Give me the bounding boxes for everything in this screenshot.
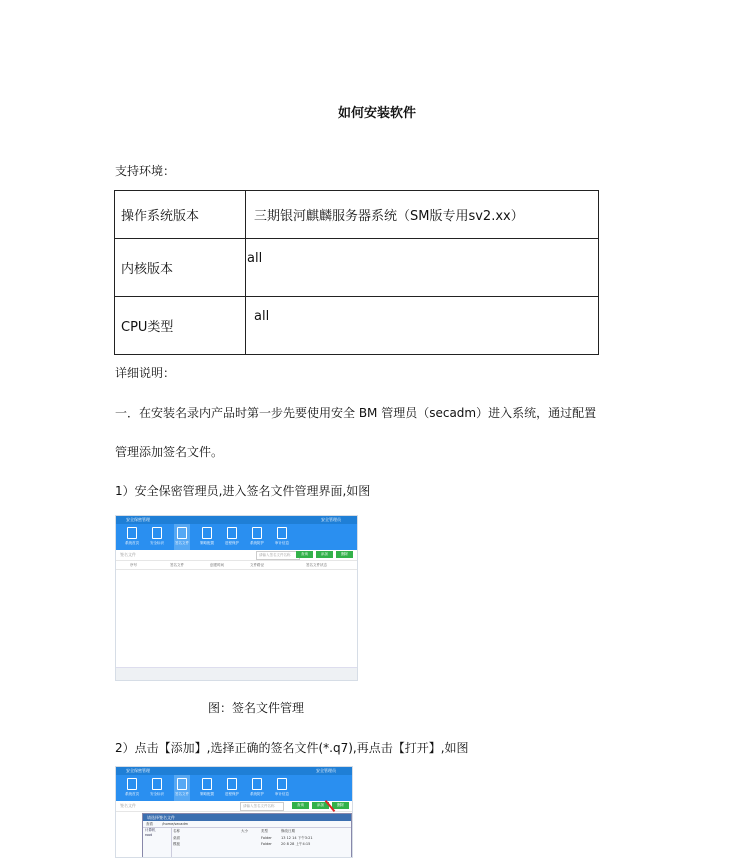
toolbar-signature[interactable] [174, 775, 190, 801]
column-header: 类型 [261, 829, 268, 833]
toolbar-label: 进程保护 [225, 792, 239, 796]
column-header: 大小 [241, 829, 248, 833]
search-input[interactable]: 请输入签名文件名称 [240, 802, 284, 811]
column-header: 名称 [173, 829, 180, 833]
figure1-caption: 图：签名文件管理 [208, 701, 305, 715]
file-name: 桌面 [173, 836, 180, 840]
toolbar-label: 策略配置 [200, 541, 214, 545]
toolbar-label: 审计信息 [275, 541, 289, 545]
detail-label: 详细说明： [115, 366, 176, 380]
app-user: 安全管理员 [316, 768, 336, 773]
toolbar-process[interactable] [224, 775, 240, 801]
toolbar-security-label[interactable] [149, 524, 165, 550]
support-env-label: 支持环境： [115, 164, 176, 178]
file-open-dialog [142, 813, 352, 858]
dialog-path-row [143, 821, 351, 828]
query-button[interactable]: 查询 [296, 551, 313, 558]
screenshot-add-signature-dialog [115, 766, 353, 858]
home-icon [127, 527, 137, 539]
toolbar-signature[interactable] [174, 524, 190, 550]
process-icon [227, 527, 237, 539]
app-titlebar [116, 516, 357, 524]
table-cell-key: CPU类型 [115, 297, 246, 355]
policy-icon [202, 527, 212, 539]
document-icon [152, 527, 162, 539]
toolbar-label: 审计信息 [275, 792, 289, 796]
column-header: 签名文件 [170, 563, 184, 567]
delete-button[interactable]: 删除 [336, 551, 353, 558]
sidebar-item[interactable]: 计算机 [145, 828, 156, 832]
toolbar-protect[interactable] [249, 524, 265, 550]
search-input[interactable]: 请输入签名文件名称 [256, 551, 300, 560]
toolbar-protect[interactable] [249, 775, 265, 801]
column-header: 序号 [130, 563, 137, 567]
column-header: 文件路径 [250, 563, 264, 567]
home-icon [127, 778, 137, 790]
monitor-icon [252, 778, 262, 790]
table-row [115, 239, 599, 297]
file-type: Folder [261, 842, 272, 846]
add-button[interactable]: 添加 [312, 802, 329, 809]
step2-sub-text: 2）点击【添加】,选择正确的签名文件(*.q7),再点击【打开】,如图 [115, 741, 469, 755]
document-icon [152, 778, 162, 790]
toolbar-home[interactable] [124, 775, 140, 801]
file-type: Folder [261, 836, 272, 840]
status-bar [116, 667, 357, 680]
audit-icon [277, 778, 287, 790]
table-cell-value: all [246, 239, 599, 297]
table-cell-value: 三期银河麒麟服务器系统（SM版专用sv2.xx） [246, 191, 599, 239]
toolbar-label: 系统首页 [125, 541, 139, 545]
path-label: 查看 [146, 822, 153, 826]
toolbar-process[interactable] [224, 524, 240, 550]
column-header: 创建时间 [210, 563, 224, 567]
toolbar-policy[interactable] [199, 775, 215, 801]
table-cell-value: all [246, 297, 599, 355]
screenshot-signature-manager [115, 515, 358, 681]
process-icon [227, 778, 237, 790]
step1-sub-text: 1）安全保密管理员,进入签名文件管理界面,如图 [115, 484, 371, 498]
table-header [116, 561, 357, 570]
column-header: 修改日期 [281, 829, 295, 833]
toolbar-label: 安全标识 [150, 541, 164, 545]
toolbar-label: 安全标识 [150, 792, 164, 796]
toolbar-label: 系统首页 [125, 792, 139, 796]
file-name: 模板 [173, 842, 180, 846]
file-date: 13 12 14 下午3:21 [281, 836, 313, 840]
app-title: 安全保密管理 [126, 517, 150, 522]
file-date: 20 8 28 上午4:15 [281, 842, 311, 846]
search-label: 签名文件 [120, 803, 136, 808]
document-title: 如何安装软件 [337, 106, 416, 121]
toolbar-audit[interactable] [274, 524, 290, 550]
table-cell-key: 内核版本 [115, 239, 246, 297]
signature-icon [177, 527, 187, 539]
toolbar-audit[interactable] [274, 775, 290, 801]
query-button[interactable]: 查询 [292, 802, 309, 809]
environment-table [114, 190, 599, 355]
toolbar-label: 签名文件 [175, 792, 189, 796]
step1-text-line1: 一．在安装名录内产品时第一步先要使用安全 BM 管理员（secadm）进入系统，通过配置 [115, 406, 597, 420]
file-row[interactable] [171, 836, 349, 841]
table-row [115, 191, 599, 239]
step1-text-line2: 管理添加签名文件。 [115, 445, 224, 459]
app-user: 安全管理员 [321, 517, 341, 522]
toolbar-label: 进程保护 [225, 541, 239, 545]
column-header: 签名文件状态 [306, 563, 327, 567]
delete-button[interactable]: 删除 [332, 802, 349, 809]
table-row [115, 297, 599, 355]
toolbar-home[interactable] [124, 524, 140, 550]
policy-icon [202, 778, 212, 790]
search-label: 签名文件 [120, 552, 136, 557]
toolbar-label: 系统防护 [250, 792, 264, 796]
dialog-title: 请选择签名文件 [143, 814, 351, 821]
app-titlebar [116, 767, 352, 775]
toolbar-label: 策略配置 [200, 792, 214, 796]
toolbar-label: 系统防护 [250, 541, 264, 545]
dialog-sidebar [143, 828, 172, 858]
dialog-file-header [171, 829, 349, 834]
sidebar-item[interactable]: root [145, 833, 153, 837]
table-cell-key: 操作系统版本 [115, 191, 246, 239]
toolbar-policy[interactable] [199, 524, 215, 550]
monitor-icon [252, 527, 262, 539]
app-toolbar [116, 775, 352, 801]
search-row [116, 550, 357, 561]
toolbar-security-label[interactable] [149, 775, 165, 801]
search-row [116, 801, 352, 812]
signature-icon [177, 778, 187, 790]
add-button[interactable]: 添加 [316, 551, 333, 558]
file-row[interactable] [171, 842, 349, 847]
path-field[interactable]: /home/secadm [162, 822, 189, 826]
app-title: 安全保密管理 [126, 768, 150, 773]
toolbar-label: 签名文件 [175, 541, 189, 545]
app-toolbar [116, 524, 357, 550]
audit-icon [277, 527, 287, 539]
